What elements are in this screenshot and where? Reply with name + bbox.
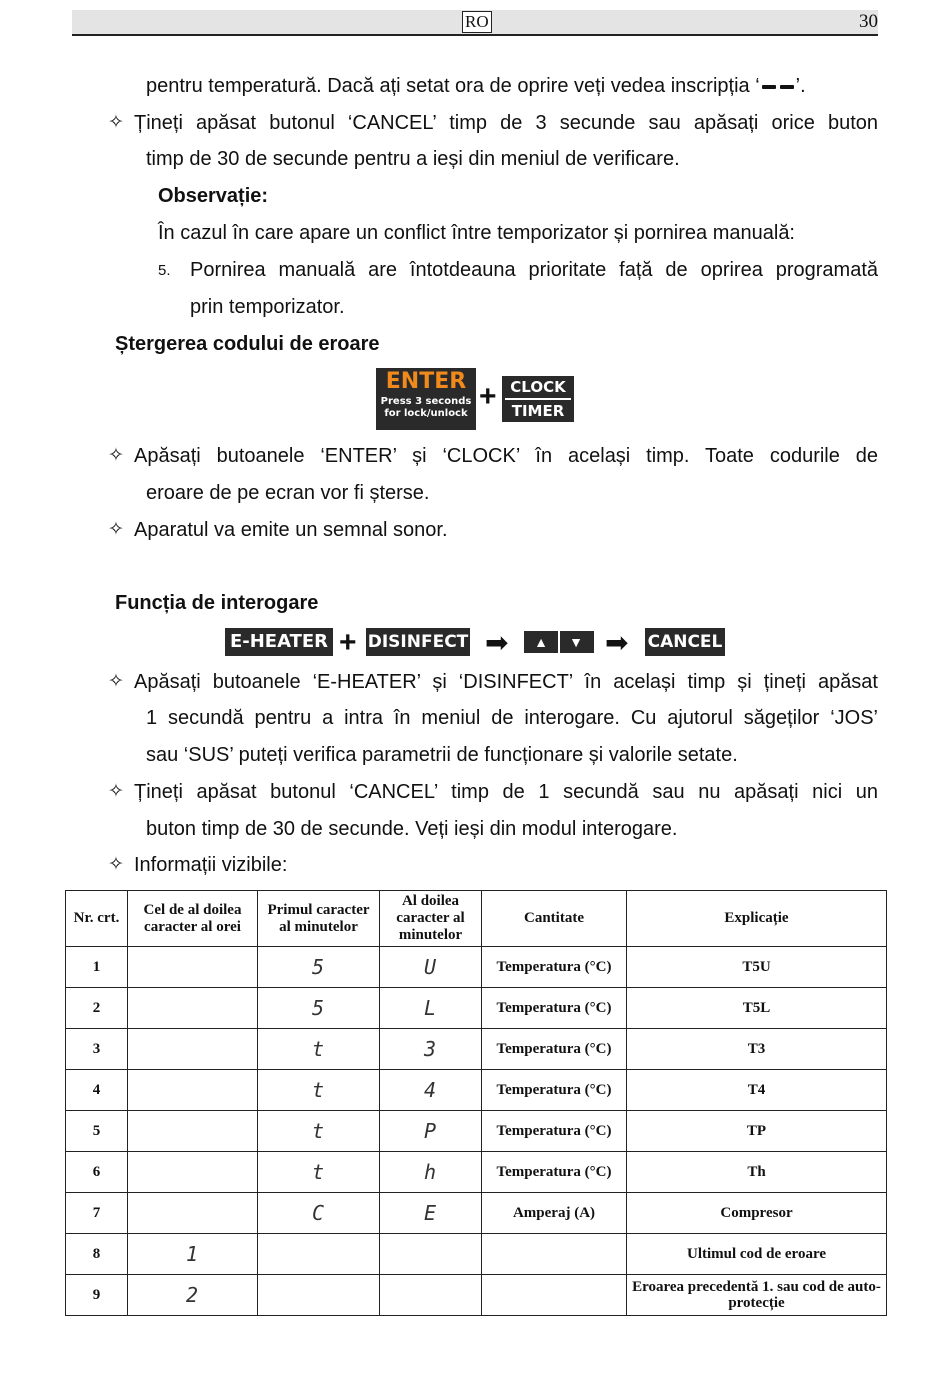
- column-header: Al doilea caracter al minutelor: [380, 891, 482, 947]
- display-character-cell: [380, 1234, 482, 1275]
- display-character-cell: L: [380, 988, 482, 1029]
- bullet-text: timp de 30 de secunde pentru a ieși din meniul de verificare.: [146, 148, 680, 170]
- bullet-text: buton timp de 30 de secunde. Veți ieși din modul interogare.: [146, 818, 678, 840]
- bullet-text: Aparatul va emite un semnal sonor.: [134, 519, 448, 541]
- table-row: [66, 1193, 887, 1234]
- section-title: Funcția de interogare: [115, 592, 319, 614]
- display-character-cell: t: [258, 1152, 380, 1193]
- enter-key-sub: Press 3 seconds: [380, 396, 472, 407]
- enter-key-label: ENTER: [385, 369, 467, 394]
- table-row: [66, 1111, 887, 1152]
- table-cell: 4: [66, 1070, 128, 1111]
- list-number: 5.: [158, 262, 171, 279]
- table-cell: 2: [66, 988, 128, 1029]
- table-cell: T4: [627, 1070, 887, 1111]
- display-character-cell: [128, 947, 258, 988]
- table-cell: Ultimul cod de eroare: [627, 1234, 887, 1275]
- table-cell: T5U: [627, 947, 887, 988]
- dash-icon: [762, 85, 776, 89]
- display-character-cell: 4: [380, 1070, 482, 1111]
- bullet-text: 1 secundă pentru a intra în meniul de interogare. Cu ajutorul săgeților ‘JOS’: [146, 707, 878, 729]
- section-title: Ștergerea codului de eroare: [115, 333, 380, 355]
- table-cell: [482, 1275, 627, 1316]
- table-cell: 7: [66, 1193, 128, 1234]
- table-cell: 1: [66, 947, 128, 988]
- table-cell: Temperatura (°C): [482, 1111, 627, 1152]
- enter-key-sub: for lock/unlock: [384, 408, 468, 419]
- column-header: Primul caracter al minutelor: [258, 891, 380, 947]
- enter-key-image: [376, 368, 476, 430]
- display-character-cell: t: [258, 1029, 380, 1070]
- bullet-text: Apăsați butoanele ‘ENTER’ și ‘CLOCK’ în același timp. Toate codurile de: [134, 445, 878, 467]
- display-character-cell: 3: [380, 1029, 482, 1070]
- display-character-cell: t: [258, 1070, 380, 1111]
- text: ’.: [795, 75, 806, 97]
- display-character-cell: 2: [128, 1275, 258, 1316]
- language-label: RO: [462, 11, 492, 33]
- table-cell: Temperatura (°C): [482, 1152, 627, 1193]
- display-character-cell: 1: [128, 1234, 258, 1275]
- down-arrow-icon: ▼: [569, 634, 583, 650]
- bullet-text: Apăsați butoanele ‘E-HEATER’ și ‘DISINFECT’ în același timp și țineți apăsat: [134, 671, 878, 693]
- bullet-icon: ✧: [108, 445, 124, 466]
- display-character-cell: C: [258, 1193, 380, 1234]
- display-character-cell: h: [380, 1152, 482, 1193]
- table-cell: [482, 1234, 627, 1275]
- note-text: În cazul în care apare un conflict între temporizator și pornirea manuală:: [158, 222, 795, 244]
- display-character-cell: [128, 1070, 258, 1111]
- column-header: Explicație: [627, 891, 887, 947]
- list-item: Pornirea manuală are întotdeauna prioritate față de oprirea programată: [190, 259, 878, 281]
- display-character-cell: t: [258, 1111, 380, 1152]
- clock-key-label: CLOCK: [505, 376, 571, 400]
- column-header: Cantitate: [482, 891, 627, 947]
- table-row: [66, 1029, 887, 1070]
- table-cell: 3: [66, 1029, 128, 1070]
- display-character-cell: [258, 1234, 380, 1275]
- arrow-right-icon: ➡: [605, 627, 629, 658]
- bullet-text: eroare de pe ecran vor fi șterse.: [146, 482, 430, 504]
- up-down-keys-image: [524, 631, 594, 653]
- cancel-key-image: CANCEL: [645, 628, 725, 656]
- bullet-text: Țineți apăsat butonul ‘CANCEL’ timp de 3 secunde sau apăsați orice buton: [134, 112, 878, 134]
- display-character-cell: 5: [258, 988, 380, 1029]
- table-row: [66, 947, 887, 988]
- display-character-cell: [128, 988, 258, 1029]
- text: pentru temperatură. Dacă ați setat ora de oprire veți vedea inscripția ‘: [146, 75, 760, 97]
- table-cell: Th: [627, 1152, 887, 1193]
- bullet-text: Țineți apăsat butonul ‘CANCEL’ timp de 1 secundă sau nu apăsați nici un: [134, 781, 878, 803]
- bullet-icon: ✧: [108, 781, 124, 802]
- table-cell: Eroarea precedentă 1. sau cod de auto-protecție: [627, 1275, 887, 1316]
- bullet-icon: ✧: [108, 854, 124, 875]
- note-title: Observație:: [158, 185, 269, 207]
- column-header: Nr. crt.: [66, 891, 128, 947]
- display-character-cell: E: [380, 1193, 482, 1234]
- table-cell: Temperatura (°C): [482, 988, 627, 1029]
- column-header: Cel de al doilea caracter al orei: [128, 891, 258, 947]
- table-cell: 5: [66, 1111, 128, 1152]
- table-cell: 6: [66, 1152, 128, 1193]
- display-character-cell: [128, 1193, 258, 1234]
- table-cell: T5L: [627, 988, 887, 1029]
- display-character-cell: 5: [258, 947, 380, 988]
- paragraph-line: [146, 74, 806, 98]
- page-header: [72, 10, 878, 36]
- table-cell: T3: [627, 1029, 887, 1070]
- table-cell: 8: [66, 1234, 128, 1275]
- table-cell: 9: [66, 1275, 128, 1316]
- table-cell: Temperatura (°C): [482, 947, 627, 988]
- e-heater-key-image: E-HEATER: [225, 628, 333, 656]
- bullet-icon: ✧: [108, 112, 124, 133]
- display-character-cell: [128, 1152, 258, 1193]
- table-cell: TP: [627, 1111, 887, 1152]
- timer-key-label: TIMER: [511, 402, 565, 420]
- table-header-row: [66, 891, 887, 947]
- dash-icon: [780, 85, 794, 89]
- display-character-cell: P: [380, 1111, 482, 1152]
- bullet-text: sau ‘SUS’ puteți verifica parametrii de funcționare și valorile setate.: [146, 744, 738, 766]
- plus-icon: +: [479, 380, 497, 413]
- display-character-cell: U: [380, 947, 482, 988]
- page-number: 30: [859, 11, 878, 32]
- table-row: [66, 1070, 887, 1111]
- bullet-text: Informații vizibile:: [134, 854, 288, 876]
- plus-icon: +: [339, 626, 357, 659]
- table-row: [66, 1275, 887, 1316]
- table-cell: Compresor: [627, 1193, 887, 1234]
- table-row: [66, 1234, 887, 1275]
- table-cell: Temperatura (°C): [482, 1070, 627, 1111]
- table-row: [66, 1152, 887, 1193]
- list-item: prin temporizator.: [190, 296, 345, 318]
- bullet-icon: ✧: [108, 519, 124, 540]
- display-character-cell: [380, 1275, 482, 1316]
- arrow-right-icon: ➡: [485, 627, 509, 658]
- clock-timer-key-image: [502, 376, 574, 422]
- display-character-cell: [128, 1111, 258, 1152]
- display-character-cell: [258, 1275, 380, 1316]
- disinfect-key-image: DISINFECT: [366, 628, 470, 656]
- table-row: [66, 988, 887, 1029]
- table-cell: Temperatura (°C): [482, 1029, 627, 1070]
- bullet-icon: ✧: [108, 671, 124, 692]
- display-character-cell: [128, 1029, 258, 1070]
- info-table: [65, 890, 887, 1316]
- up-arrow-icon: ▲: [524, 631, 560, 653]
- table-cell: Amperaj (A): [482, 1193, 627, 1234]
